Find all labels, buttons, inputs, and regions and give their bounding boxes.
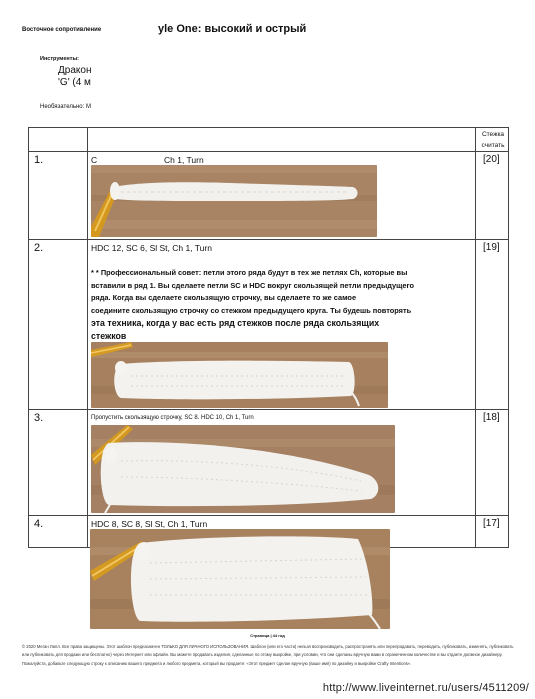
column-divider xyxy=(87,128,88,547)
row-divider xyxy=(29,515,508,516)
tools-line-1: Дракон xyxy=(58,65,92,76)
column-divider xyxy=(475,128,476,547)
page-number: Страница | 44 год xyxy=(250,633,285,638)
pattern-table xyxy=(28,127,509,548)
stitch-count: [19] xyxy=(483,242,500,253)
row-instruction: HDC 8, SC 8, Sl St, Ch 1, Turn xyxy=(91,519,208,529)
page-title: yle One: высокий и острый xyxy=(158,23,307,35)
stitch-count: [18] xyxy=(483,412,500,423)
header-left-text: Восточное сопротивление xyxy=(22,27,102,33)
stitch-count-header-line-2: считать xyxy=(481,142,505,149)
pro-tip-line: ряда. Когда вы сделаете скользящую строчку, вы сделаете то же самое xyxy=(91,293,357,303)
stitch-count-header xyxy=(476,131,510,149)
row-3-photo xyxy=(91,425,395,513)
tools-label: Инструменты: xyxy=(40,56,79,62)
stitch-count: [20] xyxy=(483,154,500,165)
copyright-footer: © 2020 Меган Лилл. Все права защищены. Этот шаблон предназначен ТОЛЬКО ДЛЯ ЛИЧНОГО ИСПОЛЬЗОВАНИЯ. Шаблон (или его части) нельзя воспроизводить, распространять или перепродавать, переводить, публиковать, изменять, публиковать или публиковать для продажи или бесплатно) через Интернет или офлайн. Вы можете продавать изделия, сделанные по этому выкройке, при условии, что они сделаны вручную вами в ограниченном количестве и вы отдаете должное дизайнеру. Пожалуйста, добавьте следующую строку к описанию вашего предмета и любого предмета, который вы продаете: «Этот предмет сделан вручную (ваше имя) по дизайну и выкройке Crafty Intentions». xyxy=(22,644,514,666)
row-instruction: HDC 12, SC 6, Sl St, Ch 1, Turn xyxy=(91,243,212,253)
pro-tip-line: вставили в ряд 1. Вы сделаете петли SC и HDC вокруг скользящей петли предыдущего xyxy=(91,280,414,290)
optional-note: Необязательно: М xyxy=(40,104,91,110)
tools-line-2: 'G' (4 м xyxy=(58,77,91,88)
row-number: 2. xyxy=(34,242,44,254)
row-divider xyxy=(29,409,508,410)
row-4-photo xyxy=(90,529,390,629)
watermark-url: http://www.liveinternet.ru/users/4511209/ xyxy=(322,682,529,694)
stitch-count-header-line-1: Стежка xyxy=(481,131,505,138)
row-number: 3. xyxy=(34,412,44,424)
row-2-photo xyxy=(91,342,388,408)
pro-tip-line: стежков xyxy=(91,330,127,341)
row-divider xyxy=(29,239,508,240)
row-instruction-start: C xyxy=(91,155,98,165)
row-instruction: Пропустить скользящую строчку, SC 8. HDC 10, Ch 1, Turn xyxy=(91,415,254,421)
pro-tip-line: соедините скользящую строчку со стежком предыдущего круга. Ты будешь повторять xyxy=(91,305,412,315)
row-divider xyxy=(29,151,508,152)
pro-tip xyxy=(91,267,471,343)
stitch-count: [17] xyxy=(483,518,500,529)
row-number: 1. xyxy=(34,154,44,166)
row-number: 4. xyxy=(34,518,44,530)
pro-tip-line: * * Профессиональный совет: петли этого ряда будут в тех же петлях Ch, которые вы xyxy=(91,268,408,277)
row-1-photo xyxy=(91,165,377,237)
pro-tip-line: эта техника, когда у вас есть ряд стежков после ряда скользящих xyxy=(91,318,380,329)
row-instruction: Ch 1, Turn xyxy=(164,155,204,165)
